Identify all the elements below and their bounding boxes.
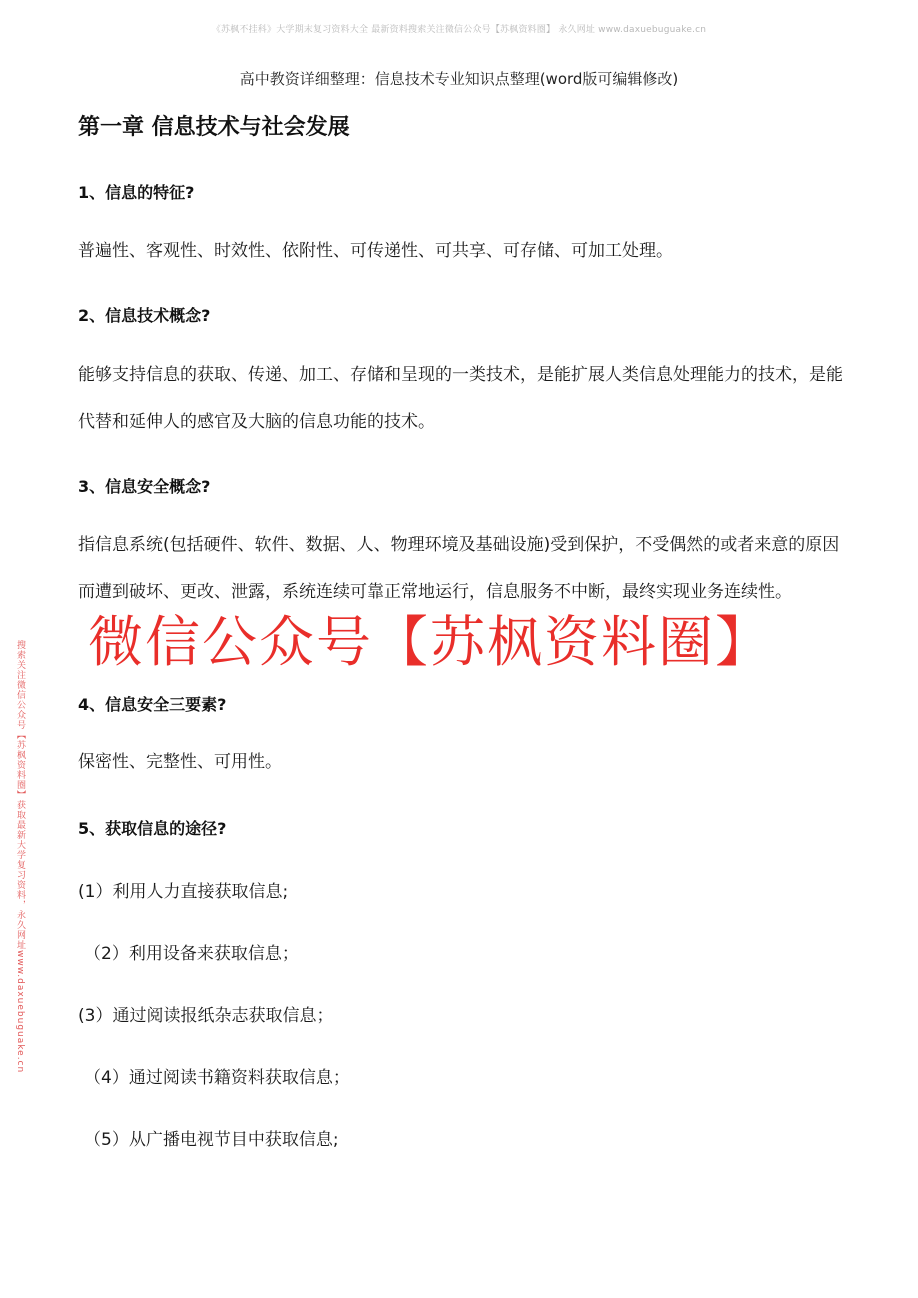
answer-paragraph: 能够支持信息的获取、传递、加工、存储和呈现的一类技术，是能扩展人类信息处理能力的技术，是能代替和延伸人的感官及大脑的信息功能的技术。 [78,365,843,432]
question-heading: 5、获取信息的途径? [78,819,227,838]
question-heading: 3、信息安全概念? [78,477,211,496]
question-heading: 4、信息安全三要素? [78,695,227,714]
chapter-title: 第一章 信息技术与社会发展 [78,115,350,140]
top-watermark: 《苏枫不挂科》大学期末复习资料大全 最新资料搜索关注微信公众号【苏枫资料圈】 永久网址 www.daxuebuguake.cn [211,25,707,35]
question-heading: 2、信息技术概念? [78,306,211,325]
question-heading: 1、信息的特征? [78,183,195,202]
list-item: （2）利用设备来获取信息； [84,944,299,964]
list-item: （4）通过阅读书籍资料获取信息； [84,1068,350,1088]
answer-paragraph: 普遍性、客观性、时效性、依附性、可传递性、可共享、可存储、可加工处理。 [78,241,673,261]
list-item: (3）通过阅读报纸杂志获取信息； [78,1006,334,1026]
wechat-watermark: 微信公众号【苏枫资料圈】 [88,610,773,674]
document-header: 高中教资详细整理：信息技术专业知识点整理(word版可编辑修改) [239,70,679,88]
list-item: （5）从广播电视节目中获取信息; [84,1130,339,1150]
answer-paragraph: 保密性、完整性、可用性。 [78,752,282,772]
answer-paragraph: 指信息系统(包括硬件、软件、数据、人、物理环境及基础设施)受到保护，不受偶然的或者来意的原因而遭到破坏、更改、泄露，系统连续可靠正常地运行，信息服务不中断，最终实现业务连续性。 [78,535,840,602]
side-watermark: 搜索关注微信公众号【苏枫资料圈】获取最新大学复习资料，永久网址www.daxuebuguake.cn [15,640,25,1074]
list-item: (1）利用人力直接获取信息; [78,882,289,902]
